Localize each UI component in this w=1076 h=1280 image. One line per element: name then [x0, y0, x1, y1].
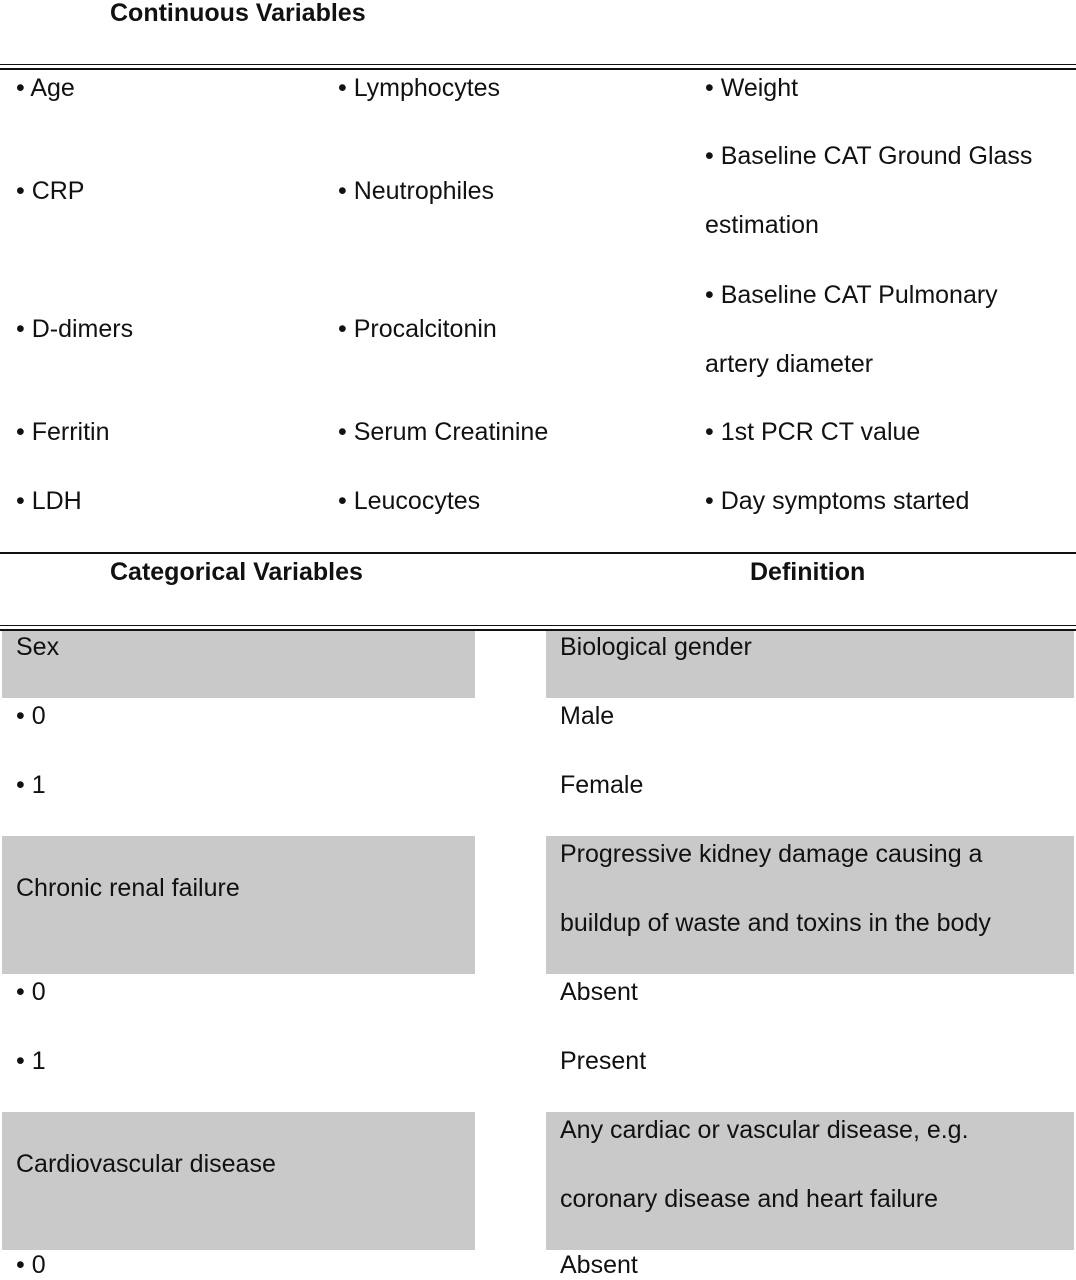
continuous-item: • 1st PCR CT value: [705, 418, 921, 446]
variable-definition: Progressive kidney damage causing a: [560, 840, 983, 868]
continuous-item: • Leucocytes: [338, 487, 481, 515]
top-rule-double: [0, 68, 1076, 70]
categorical-variables-header: Categorical Variables: [110, 558, 363, 586]
variable-level: • 0: [16, 1251, 46, 1279]
variable-name: Chronic renal failure: [16, 874, 240, 902]
variable-definition-continuation: buildup of waste and toxins in the body: [560, 909, 991, 937]
header-rule: [0, 625, 1076, 626]
variable-definition: Biological gender: [560, 633, 752, 661]
level-definition: Present: [560, 1047, 647, 1075]
variable-level: • 0: [16, 702, 46, 730]
row-shade: [2, 836, 475, 974]
continuous-item: • Procalcitonin: [338, 315, 497, 343]
top-rule: [0, 64, 1076, 65]
continuous-item: • D-dimers: [16, 315, 134, 343]
level-definition: Absent: [560, 978, 638, 1006]
variable-definition: Any cardiac or vascular disease, e.g.: [560, 1116, 969, 1144]
variable-name: Cardiovascular disease: [16, 1150, 276, 1178]
continuous-item-continuation: estimation: [705, 211, 819, 239]
level-definition: Absent: [560, 1251, 638, 1279]
variable-level: • 0: [16, 978, 46, 1006]
continuous-item: • Baseline CAT Ground Glass: [705, 142, 1033, 170]
level-definition: Female: [560, 771, 644, 799]
continuous-item: • CRP: [16, 177, 85, 205]
continuous-item: • Age: [16, 74, 75, 102]
continuous-item: • Neutrophiles: [338, 177, 495, 205]
continuous-item: • Lymphocytes: [338, 74, 501, 102]
continuous-item-continuation: artery diameter: [705, 350, 874, 378]
section-rule: [0, 552, 1076, 554]
variable-definition-continuation: coronary disease and heart failure: [560, 1185, 939, 1213]
continuous-item: • Day symptoms started: [705, 487, 970, 515]
continuous-item: • LDH: [16, 487, 82, 515]
level-definition: Male: [560, 702, 615, 730]
row-shade: [2, 631, 475, 698]
variable-level: • 1: [16, 1047, 46, 1075]
continuous-item: • Ferritin: [16, 418, 110, 446]
continuous-item: • Baseline CAT Pulmonary: [705, 281, 998, 309]
continuous-item: • Weight: [705, 74, 799, 102]
continuous-variables-header: Continuous Variables: [110, 0, 366, 27]
variable-name: Sex: [16, 633, 60, 661]
continuous-item: • Serum Creatinine: [338, 418, 549, 446]
row-shade: [2, 1112, 475, 1250]
definition-header: Definition: [750, 558, 866, 586]
variable-level: • 1: [16, 771, 46, 799]
